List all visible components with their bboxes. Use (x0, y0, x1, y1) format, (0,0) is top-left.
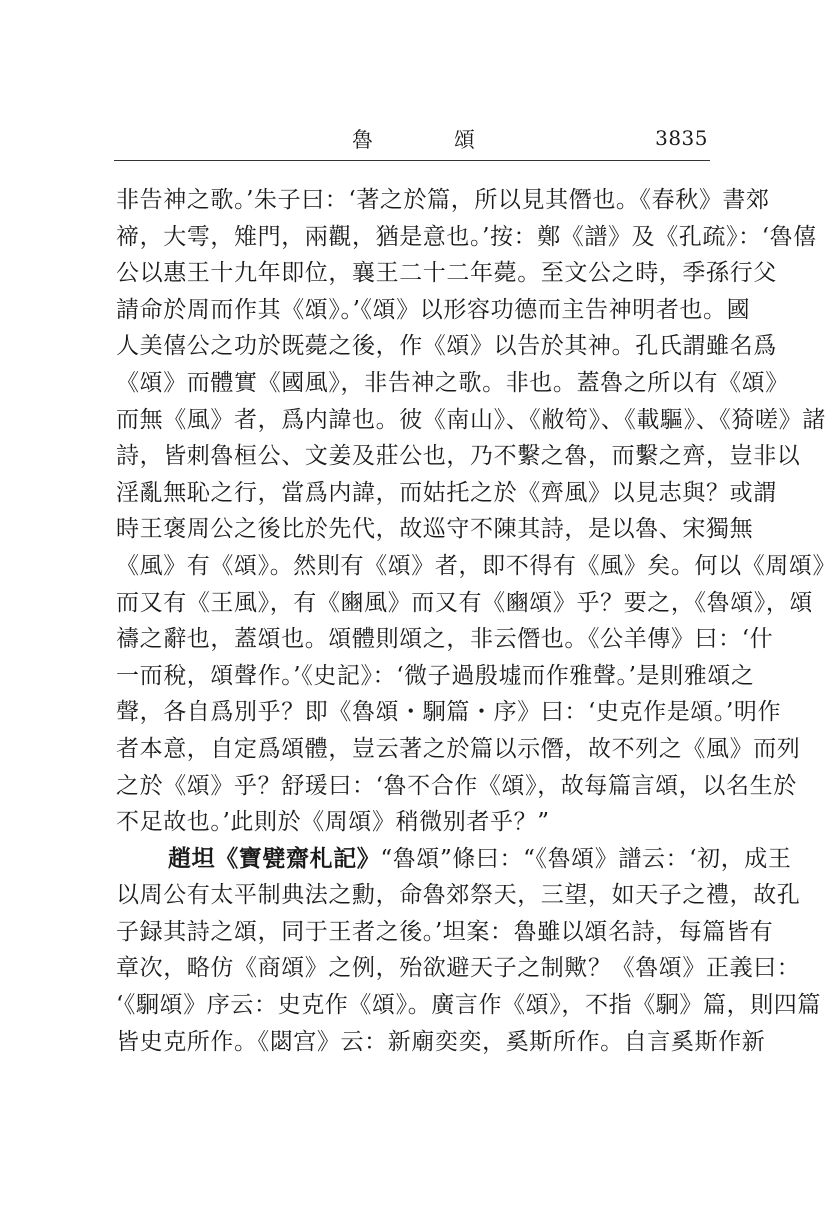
text-line: 者本意，自定爲頌體，豈云著之於篇以示僭，故不列之《風》而列 (116, 735, 801, 762)
paragraph-first-line (116, 841, 792, 878)
text-line: 《風》有《頌》。然則有《頌》者，即不得有《風》矣。何以《周頌》 (116, 552, 836, 579)
text-line: 子録其詩之頌，同于王者之後。’坦案：魯雖以頌名詩，每篇皆有 (116, 918, 774, 945)
text-line: 皆史克所作。《閟宫》云：新廟奕奕，奚斯所作。自言奚斯作新 (116, 1028, 766, 1055)
header-rule (114, 160, 710, 161)
text-line: 而又有《王風》，有《豳風》而又有《豳頌》乎？要之，《魯頌》，頌 (116, 589, 814, 616)
text-line: 人美僖公之功於既薨之後，作《頌》以告於其神。孔氏謂雖名爲 (116, 333, 777, 360)
text-line: 請命於周而作其《頌》。’《頌》以形容功德而主告神明者也。國 (116, 296, 751, 323)
text-line: 淫亂無恥之行，當爲内諱，而姑托之於《齊風》以見志與？或謂 (116, 479, 777, 506)
text-line: 一而稅，頌聲作。’《史記》：‘微子過殷墟而作雅聲。’是則雅頌之 (116, 662, 755, 689)
text-line: 時王褒周公之後比於先代，故巡守不陳其詩，是以魯、宋獨無 (116, 516, 754, 543)
text-line: 不足故也。’此則於《周頌》稍微别者乎？” (116, 809, 550, 836)
text-line: 禘，大雩，雉門，兩觀，猶是意也。’按：鄭《譜》及《孔疏》：‘魯僖 (116, 223, 817, 250)
running-header-title: 魯 頌 (352, 128, 505, 152)
text-line: 而無《風》者，爲内諱也。彼《南山》、《敝笱》、《載驅》、《猗嗟》諸 (116, 406, 826, 433)
text-line: 禱之辭也，蓋頌也。頌體則頌之，非云僭也。《公羊傳》曰：‘什 (116, 626, 774, 653)
text-span: “魯頌”條曰：“《魯頌》譜云：‘初，成王 (380, 845, 792, 872)
cited-work-title: 趙坦《寶甓齋札記》 (168, 844, 381, 872)
text-line: 詩，皆刺魯桓公、文姜及莊公也，乃不繫之魯，而繫之齊，豈非以 (116, 443, 801, 470)
text-line: 之於《頌》乎？舒瑗曰：‘魯不合作《頌》，故每篇言頌，以名生於 (116, 772, 797, 799)
text-line: ‘《駉頌》序云：史克作《頌》。廣言作《頌》，不指《駉》篇，則四篇 (116, 992, 822, 1019)
text-line: 非告神之歌。’朱子曰：‘著之於篇，所以見其僭也。《春秋》書郊 (116, 187, 770, 213)
page-number: 3835 (655, 126, 708, 150)
text-line: 以周公有太平制典法之勳，命魯郊祭天，三望，如天子之禮，故孔 (116, 882, 801, 909)
text-line: 公以惠王十九年即位，襄王二十二年薨。至文公之時，季孫行父 (116, 260, 777, 287)
text-line: 章次，略仿《商頌》之例，殆欲避天子之制歟？《魯頌》正義曰： (116, 955, 801, 982)
body-text (116, 182, 836, 1060)
text-line: 《頌》而體實《國風》，非告神之歌。非也。蓋魯之所以有《頌》 (116, 369, 789, 396)
text-line: 聲，各自爲別乎？即《魯頌・駉篇・序》曰：‘史克作是頌。’明作 (116, 699, 782, 726)
